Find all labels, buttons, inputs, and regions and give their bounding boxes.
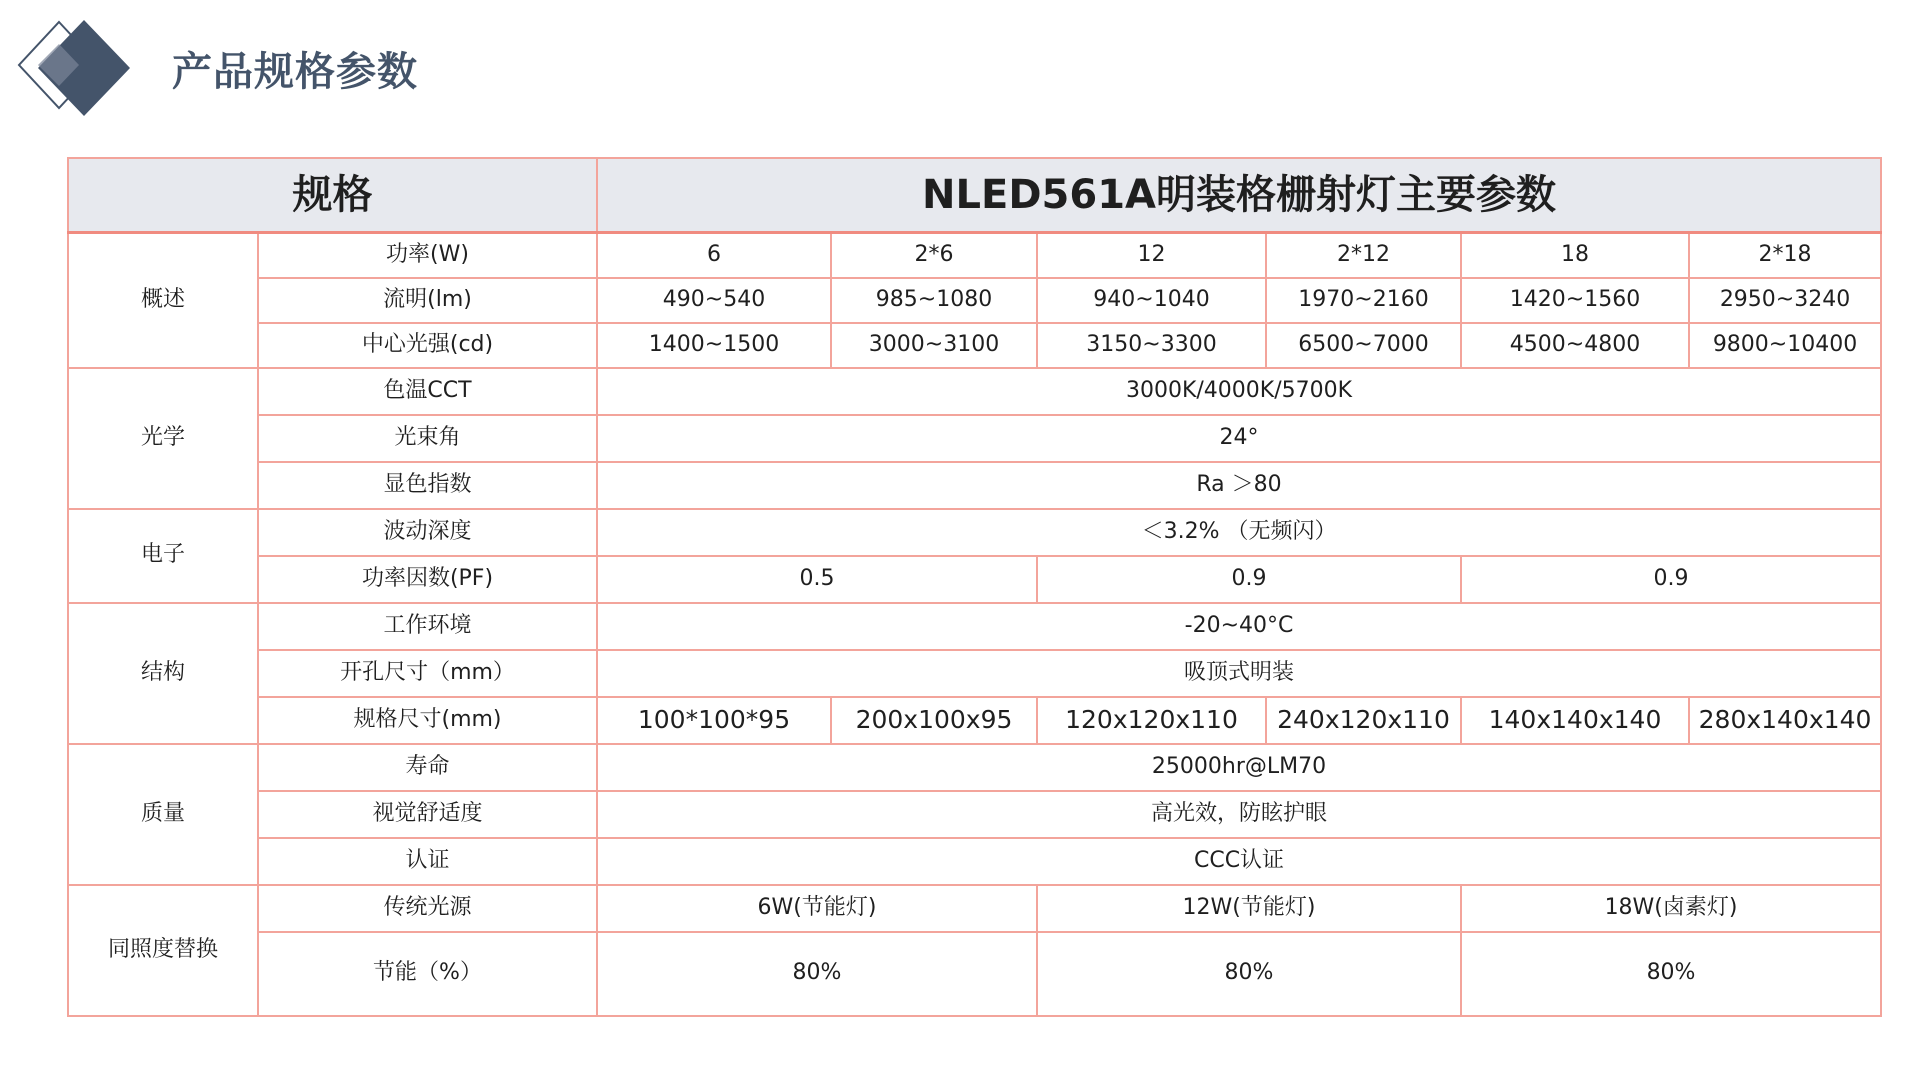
row-label: 传统光源 (258, 885, 597, 932)
table-row (68, 744, 1881, 791)
table-row (68, 509, 1881, 556)
table-row (68, 323, 1881, 368)
cell: 280x140x140 (1689, 697, 1881, 744)
table-row (68, 415, 1881, 462)
row-label: 工作环境 (258, 603, 597, 650)
table-row (68, 278, 1881, 323)
cell: 0.5 (597, 556, 1037, 603)
cell: 高光效，防眩护眼 (597, 791, 1881, 838)
cell: -20~40°C (597, 603, 1881, 650)
cell: 12W(节能灯) (1037, 885, 1461, 932)
cell: 3150~3300 (1037, 323, 1266, 368)
cell: 80% (1461, 932, 1881, 1016)
cell: 1970~2160 (1266, 278, 1461, 323)
row-label: 认证 (258, 838, 597, 885)
table-row (68, 233, 1881, 278)
cell: 12 (1037, 233, 1266, 278)
cell: 120x120x110 (1037, 697, 1266, 744)
group-label-optics: 光学 (68, 368, 258, 509)
table-row (68, 556, 1881, 603)
cell: 100*100*95 (597, 697, 831, 744)
cell: 1420~1560 (1461, 278, 1689, 323)
table-row (68, 368, 1881, 415)
cell: 80% (597, 932, 1037, 1016)
table-row (68, 603, 1881, 650)
cell: 吸顶式明装 (597, 650, 1881, 697)
cell: 6W(节能灯) (597, 885, 1037, 932)
cell: 25000hr@LM70 (597, 744, 1881, 791)
cell: 1400~1500 (597, 323, 831, 368)
cell: 18W(卤素灯) (1461, 885, 1881, 932)
cell: 2950~3240 (1689, 278, 1881, 323)
cell: 6 (597, 233, 831, 278)
cell: 0.9 (1037, 556, 1461, 603)
cell: 2*6 (831, 233, 1037, 278)
logo-diamond-icon (14, 18, 138, 122)
row-label: 色温CCT (258, 368, 597, 415)
row-label: 开孔尺寸（mm） (258, 650, 597, 697)
table-row (68, 838, 1881, 885)
table-row (68, 462, 1881, 509)
row-label: 寿命 (258, 744, 597, 791)
row-label: 光束角 (258, 415, 597, 462)
row-label: 规格尺寸(mm) (258, 697, 597, 744)
table-row (68, 650, 1881, 697)
cell: 3000~3100 (831, 323, 1037, 368)
cell: 3000K/4000K/5700K (597, 368, 1881, 415)
cell: 0.9 (1461, 556, 1881, 603)
row-label: 波动深度 (258, 509, 597, 556)
group-label-replacement: 同照度替换 (68, 885, 258, 1016)
cell: 140x140x140 (1461, 697, 1689, 744)
cell: 940~1040 (1037, 278, 1266, 323)
table-row (68, 885, 1881, 932)
cell: 200x100x95 (831, 697, 1037, 744)
cell: 2*12 (1266, 233, 1461, 278)
table-row (68, 932, 1881, 1016)
group-label-electronics: 电子 (68, 509, 258, 603)
cell: CCC认证 (597, 838, 1881, 885)
cell: ＜3.2% （无频闪） (597, 509, 1881, 556)
cell: 2*18 (1689, 233, 1881, 278)
row-label: 流明(lm) (258, 278, 597, 323)
table-row (68, 791, 1881, 838)
group-label-quality: 质量 (68, 744, 258, 885)
cell: 80% (1037, 932, 1461, 1016)
row-label: 中心光强(cd) (258, 323, 597, 368)
cell: 18 (1461, 233, 1689, 278)
spec-header: 规格 (68, 158, 597, 233)
page-title: 产品规格参数 (172, 49, 418, 95)
group-label-overview: 概述 (68, 233, 258, 368)
row-label: 显色指数 (258, 462, 597, 509)
cell: 240x120x110 (1266, 697, 1461, 744)
cell: 24° (597, 415, 1881, 462)
row-label: 功率(W) (258, 233, 597, 278)
cell: 985~1080 (831, 278, 1037, 323)
title-header: NLED561A明装格栅射灯主要参数 (597, 158, 1881, 233)
table-row (68, 697, 1881, 744)
row-label: 功率因数(PF) (258, 556, 597, 603)
row-label: 视觉舒适度 (258, 791, 597, 838)
spec-table (67, 157, 1882, 1017)
cell: 9800~10400 (1689, 323, 1881, 368)
cell: Ra ＞80 (597, 462, 1881, 509)
cell: 490~540 (597, 278, 831, 323)
cell: 6500~7000 (1266, 323, 1461, 368)
cell: 4500~4800 (1461, 323, 1689, 368)
row-label: 节能（%） (258, 932, 597, 1016)
table-header-row (68, 158, 1881, 233)
group-label-structure: 结构 (68, 603, 258, 744)
